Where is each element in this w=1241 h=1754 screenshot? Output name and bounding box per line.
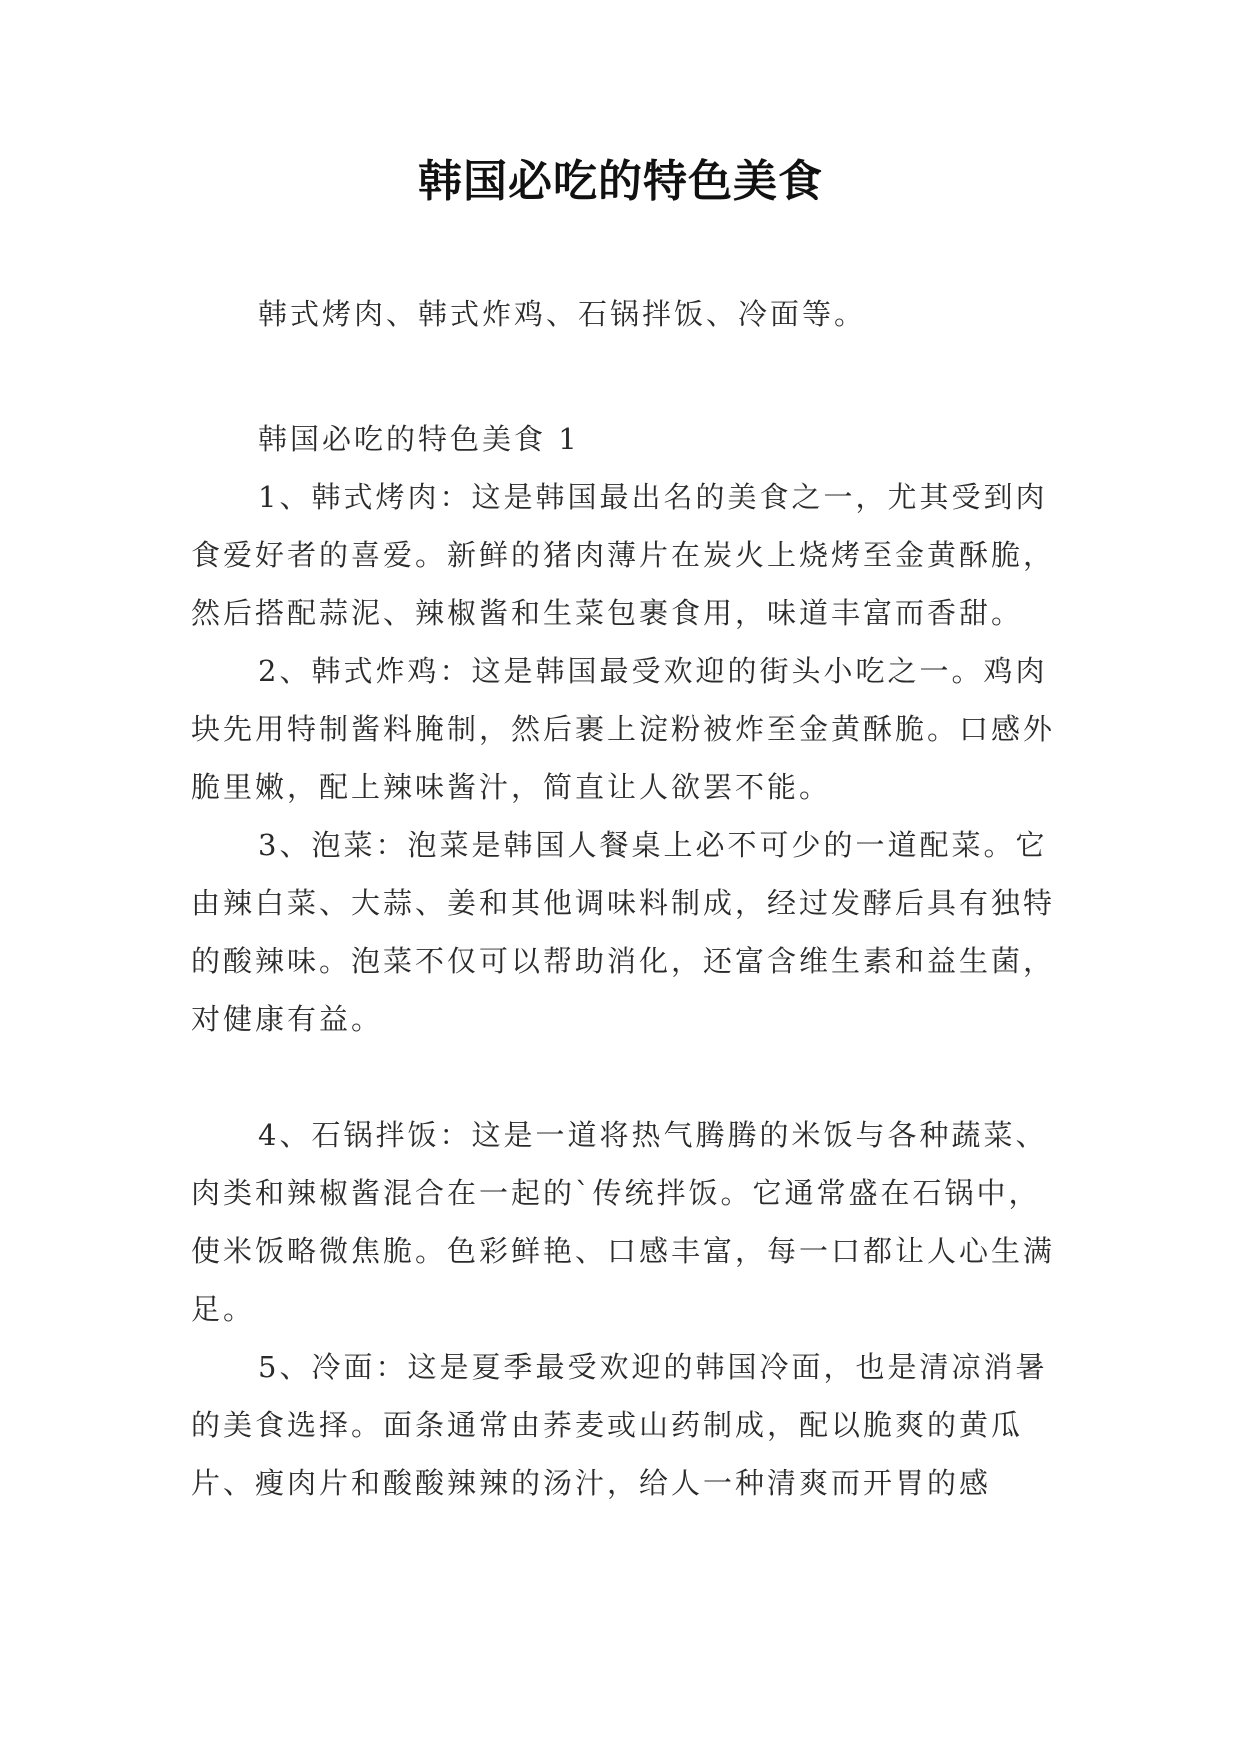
paragraph-item-2: 2、韩式炸鸡：这是韩国最受欢迎的街头小吃之一。鸡肉块先用特制酱料腌制，然后裹上淀粉被炸至金黄酥脆。口感外脆里嫩，配上辣味酱汁，简直让人欲罢不能。 (191, 654, 1056, 804)
paragraph-item-3: 3、泡菜：泡菜是韩国人餐桌上必不可少的一道配菜。它由辣白菜、大蒜、姜和其他调味料制成，经过发酵后具有独特的酸辣味。泡菜不仅可以帮助消化，还富含维生素和益生菌，对健康有益。 (191, 828, 1056, 1036)
paragraph-item-4: 4、石锅拌饭：这是一道将热气腾腾的米饭与各种蔬菜、肉类和辣椒酱混合在一起的`传统拌饭。它通常盛在石锅中，使米饭略微焦脆。色彩鲜艳、口感丰富，每一口都让人心生满足。 (191, 1118, 1056, 1326)
paragraph-item-5: 5、冷面：这是夏季最受欢迎的韩国冷面，也是清凉消暑的美食选择。面条通常由荞麦或山药制成，配以脆爽的黄瓜片、瘦肉片和酸酸辣辣的汤汁，给人一种清爽而开胃的感 (191, 1350, 1048, 1500)
summary-paragraph: 韩式烤肉、韩式炸鸡、石锅拌饭、冷面等。 (258, 297, 867, 331)
section-block (191, 410, 1061, 1512)
paragraph-spacer (191, 1048, 1061, 1106)
paragraph-item-1: 1、韩式烤肉：这是韩国最出名的美食之一，尤其受到肉食爱好者的喜爱。新鲜的猪肉薄片在炭火上烧烤至金黄酥脆，然后搭配蒜泥、辣椒酱和生菜包裹食用，味道丰富而香甜。 (191, 480, 1056, 630)
section-heading: 韩国必吃的特色美食 1 (258, 422, 580, 456)
summary-block (191, 285, 1061, 343)
document-title: 韩国必吃的特色美食 (418, 156, 823, 207)
